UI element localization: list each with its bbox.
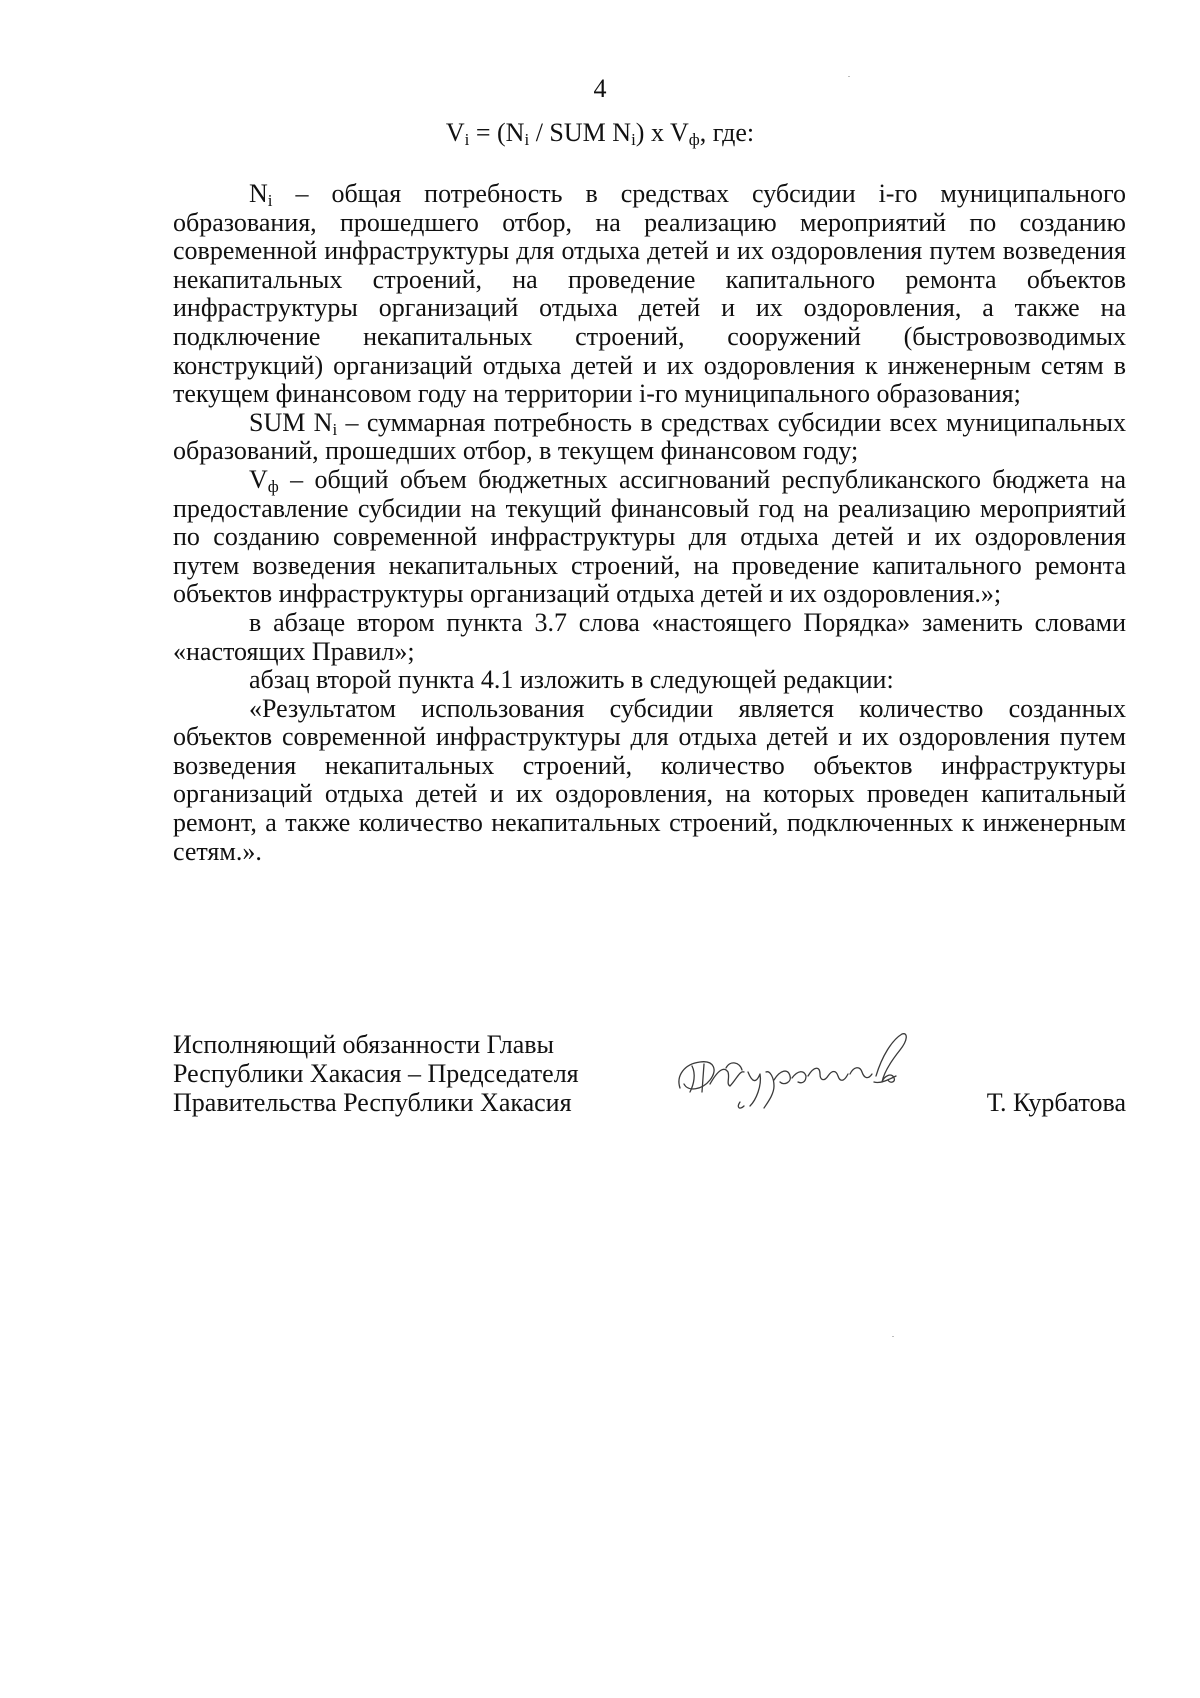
formula-part: = (N — [469, 118, 525, 147]
symbol-subscript: i — [267, 191, 273, 210]
paragraph-text: – общая потребность в средствах субсидии i-го муниципального образования, прошедшего отбор, на реализацию мероприятий по созданию современной инфраструктуры для отдыха детей и их оздоровления путем возведения некапитальных строений, на проведение капитального ремонта объектов инфраструктуры организаций отдыха детей и их оздоровления, а также на подключение некапитальных строений, сооружений (быстровозводимых конструкций) организаций отдыха детей и их оздоровления к инженерным сетям в текущем финансовом году на территории i-го муниципального образования; — [173, 179, 1126, 409]
paragraph-amendment-4-1: абзац второй пункта 4.1 изложить в следующей редакции: — [249, 665, 894, 695]
formula-subscript: ф — [688, 130, 700, 149]
formula-part: , где: — [699, 118, 755, 147]
scan-speck — [848, 76, 850, 77]
paragraph-sum-definition — [173, 409, 1126, 466]
formula-part: V — [445, 118, 465, 147]
paragraph-vf-definition — [173, 466, 1126, 609]
paragraph-amendment-3-7: в абзаце втором пункта 3.7 слова «настоящего Порядка» заменить словами «настоящих Правил»; — [173, 607, 1126, 666]
symbol: N — [249, 179, 268, 208]
formula-part: ) x V — [635, 118, 689, 147]
paragraph-text: – общий объем бюджетных ассигнований республиканского бюджета на предоставление субсидии на текущий финансовый год на реализацию мероприятий по созданию современной инфраструктуры для отдыха детей и их оздоровления путем возведения некапитальных строений, на проведение капитального ремонта объектов инфраструктуры организаций отдыха детей и их оздоровления.»; — [173, 464, 1126, 609]
page-number: 4 — [593, 74, 607, 103]
handwritten-signature-icon — [670, 1026, 930, 1116]
formula-subscript: i — [464, 130, 470, 149]
paragraph-text: – суммарная потребность в средствах субсидии всех муниципальных образований, прошедших отбор, в текущем финансовом году; — [173, 407, 1126, 466]
symbol-subscript: ф — [267, 476, 279, 496]
formula-subscript: i — [631, 130, 636, 149]
signer-title-line: Правительства Республики Хакасия — [173, 1088, 572, 1117]
signer-name: Т. Курбатова — [986, 1088, 1126, 1117]
signer-title-line: Республики Хакасия – Председателя — [173, 1059, 579, 1088]
symbol-subscript: i — [332, 419, 338, 439]
formula-part: / SUM N — [529, 118, 632, 147]
symbol: V — [249, 464, 268, 494]
paragraph-result-text: «Результатом использования субсидии является количество созданных объектов современной инфраструктуры для отдыха детей и их оздоровления путем возведения некапитальных строений, количество объектов инфраструктуры организаций отдыха детей и их оздоровления, на которых проведен капитальный ремонт, а также количество некапитальных строений, подключенных к инженерным сетям.». — [173, 693, 1126, 866]
scan-speck — [892, 1336, 894, 1337]
symbol: SUM N — [249, 407, 333, 437]
paragraph-ni-definition — [173, 180, 1126, 409]
formula — [0, 118, 1200, 148]
signature-block — [173, 1030, 1126, 1130]
formula-subscript: i — [524, 130, 530, 149]
signer-title — [173, 1030, 613, 1117]
signer-title-line: Исполняющий обязанности Главы — [173, 1030, 554, 1059]
document-body — [173, 180, 1126, 866]
